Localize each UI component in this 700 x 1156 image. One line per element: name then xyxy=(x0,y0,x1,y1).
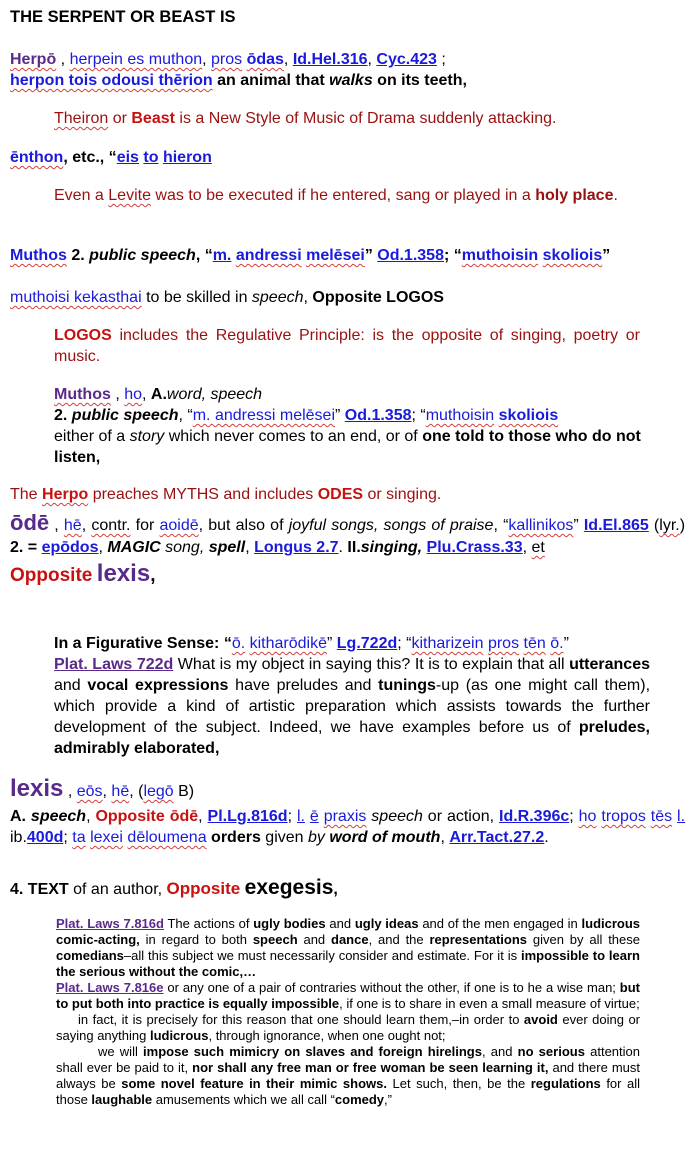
link-pl-lg-816d[interactable]: Pl.Lg.816d xyxy=(207,808,288,825)
link-to[interactable]: to xyxy=(143,149,159,166)
lexis-headword: lexis xyxy=(10,775,64,802)
link-id-hel[interactable]: Id.Hel.316 xyxy=(292,51,368,68)
link-id-r[interactable]: Id.R.396c xyxy=(499,808,570,825)
link-e[interactable]: ē xyxy=(309,808,319,825)
link-lg-722d[interactable]: Lg.722d xyxy=(336,635,398,652)
ode-entry: ōdē , hē, contr. for aoidē, but also of joyful songs, songs of praise, “kallinikos” Id.El.865 (lyr.) 2. = epōdos, MAGIC song, spell, Longus 2.7. II.singing, Plu.Crass.33, et Opposite lexis, xyxy=(10,510,686,587)
link-he-2[interactable]: hē xyxy=(111,783,130,800)
laws-816e: Plat. Laws 7.816e or any one of a pair of contraries without the other, if one is to he a wise man; but to put both into practice is equally impossible, if one is to share in even a small measure of virtue; xyxy=(56,980,641,1011)
link-cyc[interactable]: Cyc.423 xyxy=(376,51,437,68)
laws-excerpt xyxy=(56,916,640,1108)
link-odas[interactable]: ōdas xyxy=(246,51,284,68)
laws-avoid: in fact, it is precisely for this reason that one should learn them,–in order to avoid ever doing or saying anything ludicrous, through ignorance, when one ought not; xyxy=(56,1012,640,1043)
link-praxis[interactable]: praxis xyxy=(323,808,367,825)
muthos-entry-1-line3: muthoisi kekasthai to be skilled in speech, Opposite LOGOS xyxy=(10,289,444,306)
link-l-2[interactable]: l. xyxy=(677,808,686,825)
link-muthos[interactable]: Muthos xyxy=(10,247,67,264)
link-ho-2[interactable]: ho xyxy=(578,808,597,825)
link-aoide[interactable]: aoidē xyxy=(159,517,199,534)
link-ho[interactable]: ho xyxy=(124,386,143,403)
link-muthoisi[interactable]: muthoisi kekasthai xyxy=(10,289,142,306)
link-l[interactable]: l. xyxy=(296,808,305,825)
link-m[interactable]: m. xyxy=(212,247,232,264)
link-plu-crass[interactable]: Plu.Crass.33 xyxy=(426,539,523,556)
link-eis[interactable]: eis xyxy=(116,149,139,166)
link-o[interactable]: ō. xyxy=(231,635,246,652)
link-lexei[interactable]: lexei xyxy=(90,829,123,846)
link-id-el[interactable]: Id.El.865 xyxy=(583,517,649,534)
link-longus[interactable]: Longus 2.7 xyxy=(254,539,339,556)
link-o-2[interactable]: ō. xyxy=(550,635,564,652)
link-hieron[interactable]: hieron xyxy=(162,149,212,166)
link-eos[interactable]: eōs xyxy=(76,783,103,800)
link-plat-laws-816e[interactable]: Plat. Laws 7.816e xyxy=(56,980,164,995)
link-ta[interactable]: ta xyxy=(72,829,86,846)
link-muthoisin-2[interactable]: muthoisin xyxy=(425,407,495,424)
link-enthon[interactable]: ēnthon xyxy=(10,149,64,166)
link-tes[interactable]: tēs xyxy=(650,808,673,825)
link-andressi[interactable]: andressi xyxy=(235,247,302,264)
logos-note: LOGOS includes the Regulative Principle: is the opposite of singing, poetry or music. xyxy=(54,327,640,365)
link-muthoisin[interactable]: muthoisin xyxy=(461,247,539,264)
herpo-headword: Herpō xyxy=(10,51,57,68)
link-melesei[interactable]: melēsei xyxy=(306,247,365,264)
link-kitharizein[interactable]: kitharizein xyxy=(411,635,484,652)
link-pros[interactable]: pros xyxy=(211,51,243,68)
figurative-sense: In a Figurative Sense: “ō. kitharōdikē” Lg.722d; “kitharizein pros tēn ō.” Plat. Laws 722d What is my object in saying this? It is to explain that all utterances and vocal expressions have preludes and tunings-up (as one might call them), which provide a kind of artistic preparation which assists towards the further development of the subject. Indeed, we have examples before us of preludes, admirably elaborated, xyxy=(54,635,651,757)
lexis-text-line: 4. TEXT of an author, Opposite exegesis, xyxy=(10,876,338,899)
link-lego[interactable]: legō xyxy=(143,783,174,800)
link-plat-laws-722d[interactable]: Plat. Laws 722d xyxy=(54,656,174,673)
link-plat-laws-816d[interactable]: Plat. Laws 7.816d xyxy=(56,916,164,931)
levite-note: Even a Levite was to be executed if he entered, sang or played in a holy place. xyxy=(54,187,618,204)
link-skoliois[interactable]: skoliois xyxy=(542,247,603,264)
link-herpon[interactable]: herpon tois odousi thērion xyxy=(10,72,213,89)
link-he[interactable]: hē xyxy=(63,517,82,534)
link-od[interactable]: Od.1.358 xyxy=(377,247,444,264)
lexis-entry: lexis , eōs, hē, (legō B) A. speech, Opposite ōdē, Pl.Lg.816d; l. ē praxis speech or action, Id.R.396c; ho tropos tēs l. ib.400d; ta lexei dēloumena orders given by word of mouth, Arr.Tact.27.2. xyxy=(10,775,686,846)
ode-headword: ōdē xyxy=(10,510,50,535)
link-od-2[interactable]: Od.1.358 xyxy=(344,407,412,424)
theiron-note: Theiron or Beast is a New Style of Music of Drama suddenly attacking. xyxy=(54,110,557,127)
link-deloumena[interactable]: dēloumena xyxy=(127,829,207,846)
link-arr-tact[interactable]: Arr.Tact.27.2 xyxy=(449,829,545,846)
link-epodos[interactable]: epōdos xyxy=(41,539,99,556)
lexis-word: lexis xyxy=(96,560,151,587)
link-pros-2[interactable]: pros xyxy=(487,635,520,652)
link-tropos[interactable]: tropos xyxy=(601,808,646,825)
muthos-entry-1: Muthos 2. public speech, “m. andressi melēsei” Od.1.358; “muthoisin skoliois” xyxy=(10,247,611,264)
link-m-andressi[interactable]: m. andressi melēsei xyxy=(192,407,335,424)
muthos-entry-2: Muthos , ho, A.word, speech 2. public speech, “m. andressi melēsei” Od.1.358; “muthoisin skoliois either of a story which never comes to an end, or of one told to those who do not listen, xyxy=(54,386,641,466)
link-kallinikos[interactable]: kallinikos xyxy=(508,517,574,534)
heading: THE SERPENT OR BEAST IS xyxy=(10,8,236,26)
link-ten[interactable]: tēn xyxy=(523,635,546,652)
enthon-entry: ēnthon, etc., “eis to hieron xyxy=(10,149,212,166)
laws-816d: Plat. Laws 7.816d The actions of ugly bodies and ugly ideas and of the men engaged in ludicrous comic-acting, in regard to both speech and dance, and the representations given by all these comedians–all this subject we must necessarily consider and estimate. For it is impossible to learn the serious without the comic,… xyxy=(56,916,641,979)
link-skoliois-2[interactable]: skoliois xyxy=(498,407,559,424)
herpo-preaches-note: The Herpo preaches MYTHS and includes ODES or singing. xyxy=(10,486,442,503)
link-muthos-2[interactable]: Muthos xyxy=(54,386,111,403)
laws-impose: we will impose such mimicry on slaves and foreign hirelings, and no serious attention shall ever be paid to it, nor shall any free man or free woman be seen learning it, and there must always be some novel feature in their mimic shows. Let such, then, be the regulations for all those laughable amusements which we all call “comedy,” xyxy=(56,1044,641,1107)
herpo-entry: Herpō , herpein es muthon, pros ōdas, Id.Hel.316, Cyc.423 ; herpon tois odousi thērion an animal that walks on its teeth, xyxy=(10,51,467,89)
link-kitharodike[interactable]: kitharōdikē xyxy=(249,635,327,652)
link-400d[interactable]: 400d xyxy=(26,829,64,846)
link-herpein[interactable]: herpein es muthon xyxy=(69,51,203,68)
